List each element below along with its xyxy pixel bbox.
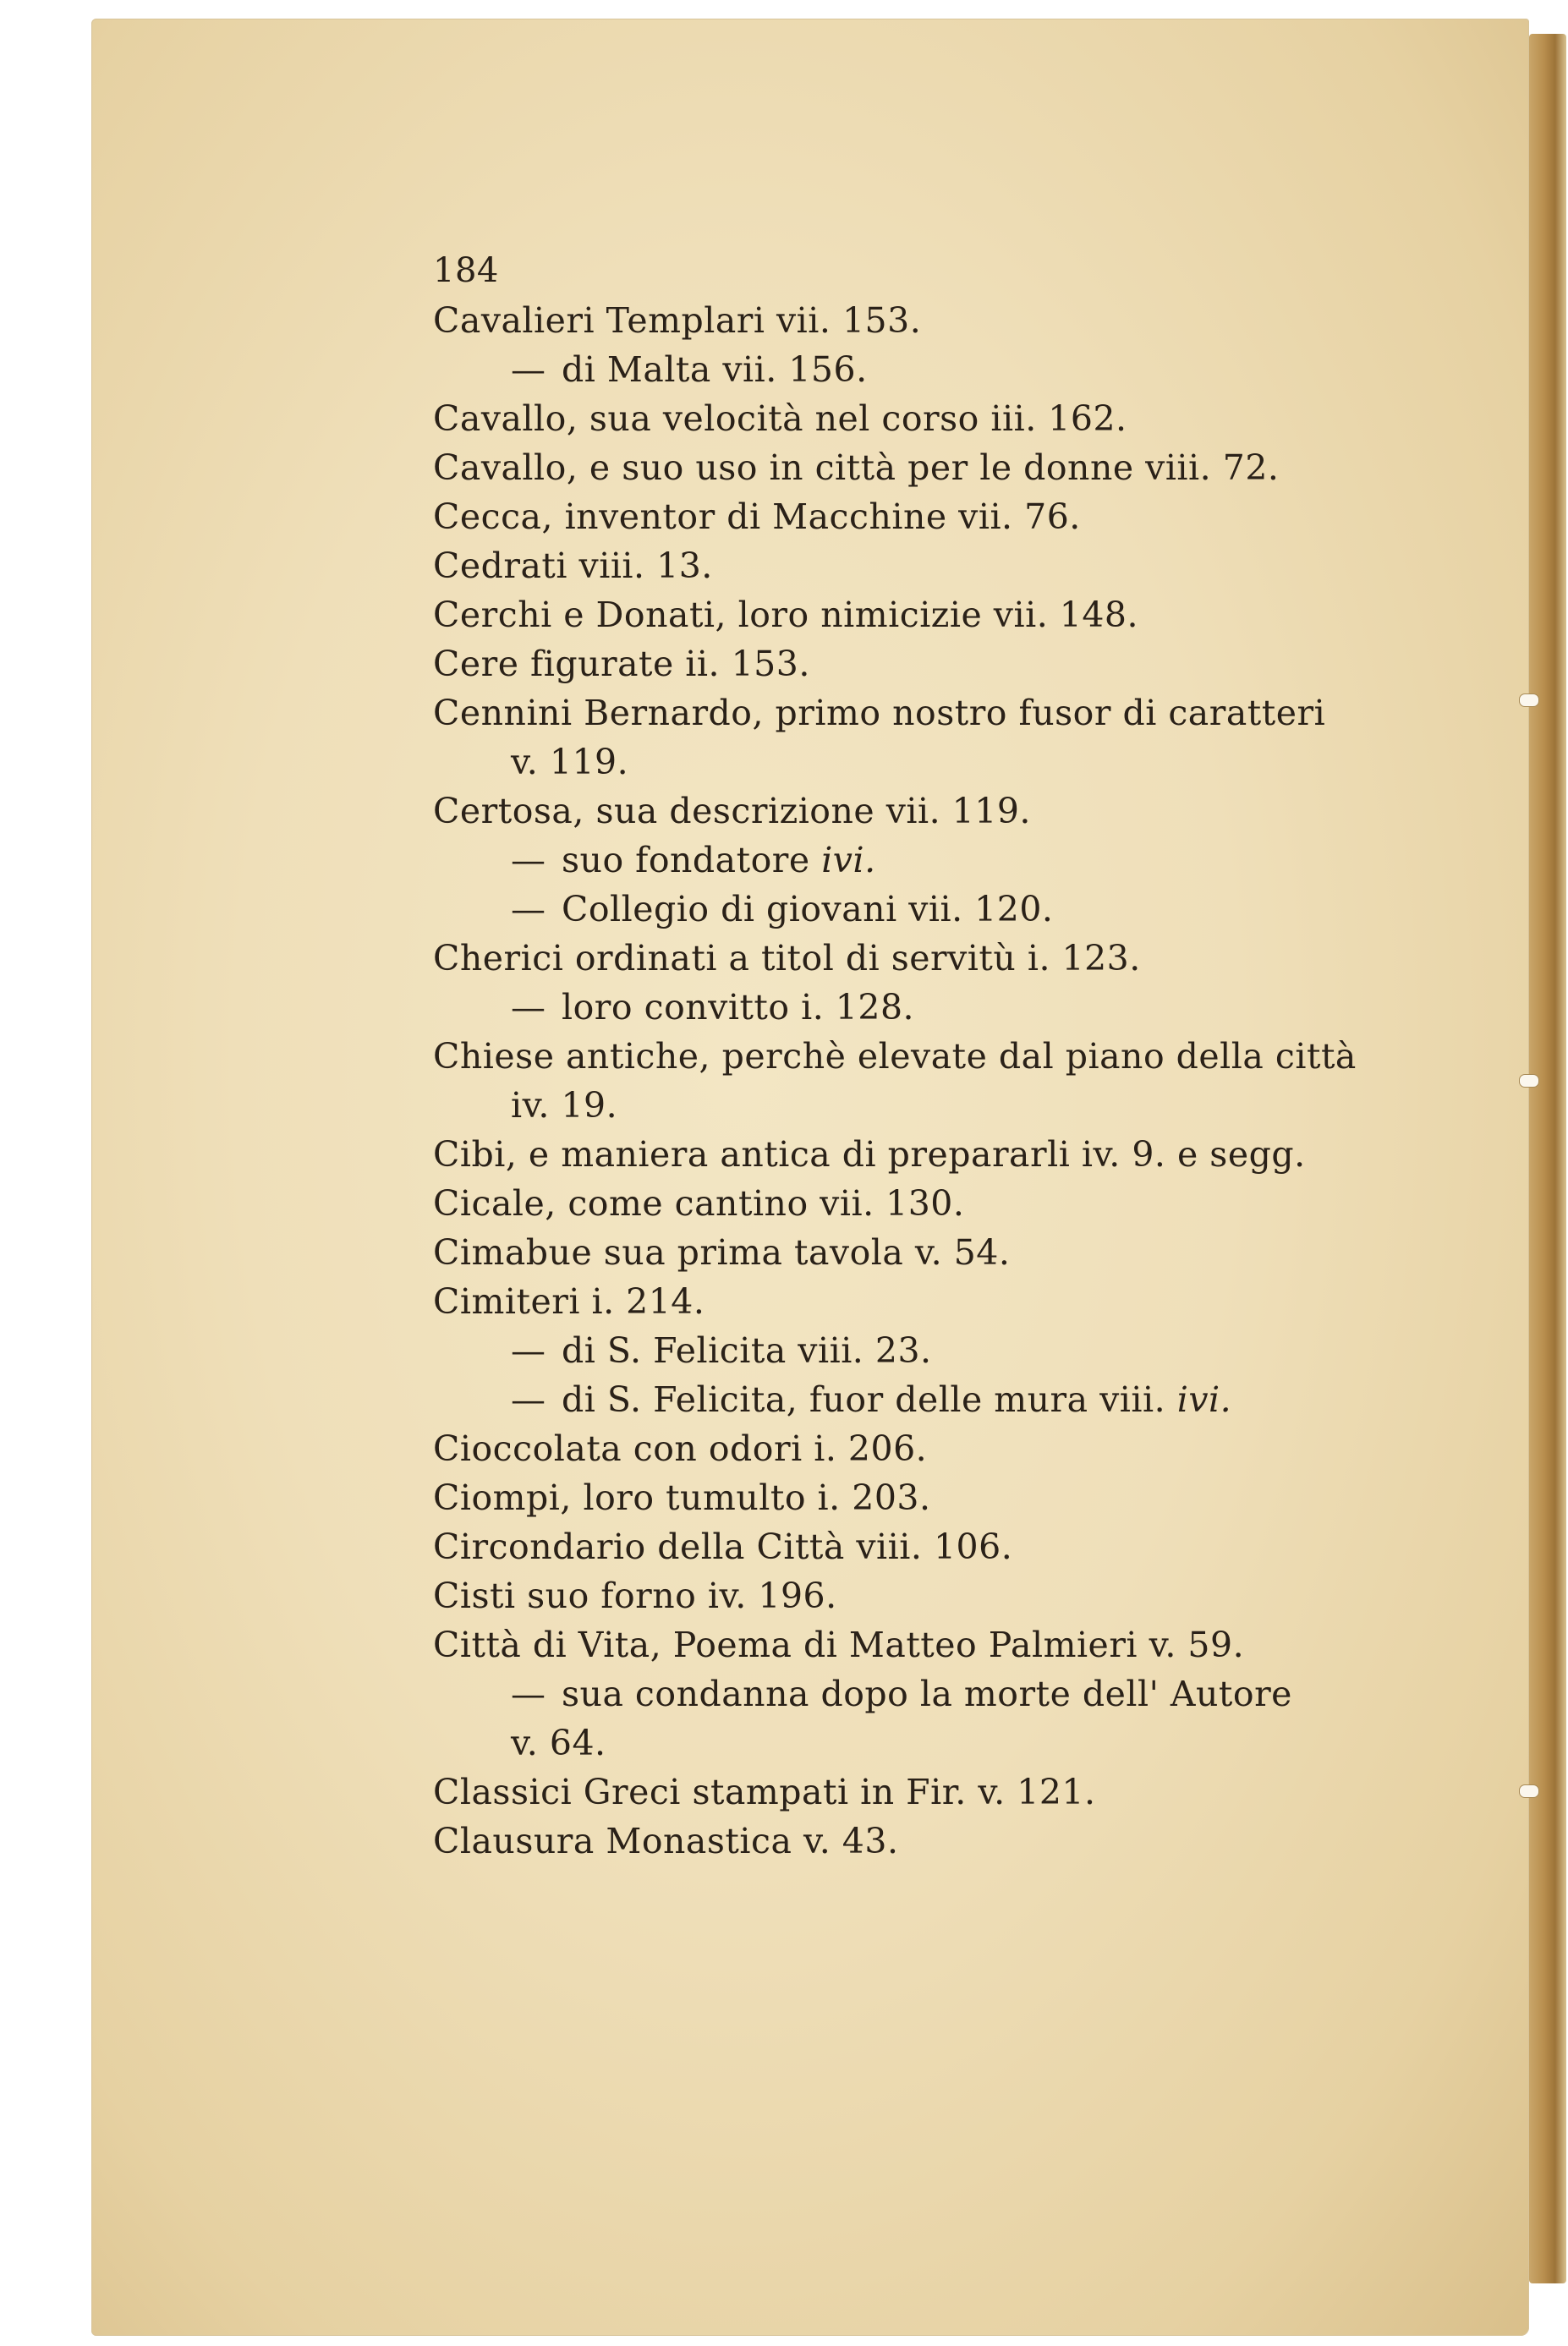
ditto-dash: — xyxy=(511,1330,546,1371)
index-entry xyxy=(433,688,1397,737)
index-entry xyxy=(433,1130,1397,1179)
index-subentry xyxy=(433,836,1397,885)
book-spine xyxy=(1529,34,1566,2283)
ditto-dash: — xyxy=(511,1674,546,1714)
index-entry-continuation xyxy=(433,1718,1397,1768)
index-entry xyxy=(433,492,1397,541)
ditto-dash: — xyxy=(511,840,546,880)
index-entry-continuation xyxy=(433,1081,1397,1130)
entry-text: Cecca, inventor di Macchine vii. 76. xyxy=(433,496,1081,537)
entry-text: Cavallo, e suo uso in città per le donne viii. 72. xyxy=(433,447,1280,488)
index-entry xyxy=(433,394,1397,443)
page-number: 184 xyxy=(433,251,499,290)
ditto-dash: — xyxy=(511,987,546,1028)
ditto-dash: — xyxy=(511,1379,546,1420)
entry-text: Cennini Bernardo, primo nostro fusor di caratteri xyxy=(433,693,1326,733)
entry-text: Cerchi e Donati, loro nimicizie vii. 148. xyxy=(433,595,1139,635)
entry-text: Cimiteri i. 214. xyxy=(433,1281,705,1322)
entry-italic-text: ivi. xyxy=(1176,1379,1232,1420)
index-subentry xyxy=(433,1326,1397,1375)
entry-text: Cibi, e maniera antica di prepararli iv. 9. e segg. xyxy=(433,1134,1306,1175)
ditto-dash: — xyxy=(511,889,546,929)
entry-text: Cherici ordinati a titol di servitù i. 123. xyxy=(433,938,1141,978)
entry-text: di S. Felicita, fuor delle mura viii. xyxy=(562,1379,1177,1420)
index-entries xyxy=(433,296,1397,1866)
index-entry xyxy=(433,1620,1397,1669)
entry-text: di S. Felicita viii. 23. xyxy=(562,1330,932,1371)
index-entry-continuation xyxy=(433,737,1397,787)
entry-text: sua condanna dopo la morte dell' Autore xyxy=(562,1674,1292,1714)
index-entry xyxy=(433,1424,1397,1473)
index-subentry xyxy=(433,345,1397,394)
index-entry xyxy=(433,1473,1397,1522)
entry-text: Città di Vita, Poema di Matteo Palmieri v. 59. xyxy=(433,1625,1245,1665)
entry-text: Cedrati viii. 13. xyxy=(433,545,713,586)
index-subentry xyxy=(433,983,1397,1032)
index-entry xyxy=(433,443,1397,492)
entry-text: v. 119. xyxy=(511,742,629,782)
index-entry xyxy=(433,296,1397,345)
ditto-dash: — xyxy=(511,349,546,390)
binding-stitch xyxy=(1519,693,1539,707)
entry-text: Ciompi, loro tumulto i. 203. xyxy=(433,1477,931,1518)
index-entry xyxy=(433,1768,1397,1817)
index-entry xyxy=(433,1522,1397,1571)
binding-stitch xyxy=(1519,1784,1539,1798)
entry-text: Certosa, sua descrizione vii. 119. xyxy=(433,791,1031,831)
index-subentry xyxy=(433,1375,1397,1424)
entry-text: Cicale, come cantino vii. 130. xyxy=(433,1183,965,1224)
index-subentry xyxy=(433,1669,1397,1718)
index-entry xyxy=(433,639,1397,688)
index-entry xyxy=(433,541,1397,590)
index-entry xyxy=(433,1571,1397,1620)
index-entry xyxy=(433,1179,1397,1228)
index-entry xyxy=(433,934,1397,983)
entry-text: di Malta vii. 156. xyxy=(562,349,868,390)
entry-text: v. 64. xyxy=(511,1723,606,1763)
index-entry xyxy=(433,1032,1397,1081)
entry-text: Chiese antiche, perchè elevate dal piano della città xyxy=(433,1036,1357,1077)
entry-text: Classici Greci stampati in Fir. v. 121. xyxy=(433,1772,1096,1812)
index-entry xyxy=(433,1277,1397,1326)
entry-text: Cere figurate ii. 153. xyxy=(433,644,810,684)
entry-text: Clausura Monastica v. 43. xyxy=(433,1821,899,1861)
entry-italic-text: ivi. xyxy=(821,840,876,880)
index-subentry xyxy=(433,885,1397,934)
index-text xyxy=(433,250,1397,1866)
entry-text: loro convitto i. 128. xyxy=(562,987,915,1028)
binding-stitch xyxy=(1519,1074,1539,1088)
index-entry xyxy=(433,590,1397,639)
index-entry xyxy=(433,787,1397,836)
entry-text: iv. 19. xyxy=(511,1085,618,1126)
entry-text: Circondario della Città viii. 106. xyxy=(433,1527,1013,1567)
entry-text: Cisti suo forno iv. 196. xyxy=(433,1576,837,1616)
entry-text: suo fondatore xyxy=(562,840,822,880)
entry-text: Cioccolata con odori i. 206. xyxy=(433,1428,928,1469)
entry-text: Cavalieri Templari vii. 153. xyxy=(433,300,922,341)
entry-text: Collegio di giovani vii. 120. xyxy=(562,889,1054,929)
entry-text: Cimabue sua prima tavola v. 54. xyxy=(433,1232,1011,1273)
index-entry xyxy=(433,1228,1397,1277)
entry-text: Cavallo, sua velocità nel corso iii. 162. xyxy=(433,398,1127,439)
index-entry xyxy=(433,1817,1397,1866)
